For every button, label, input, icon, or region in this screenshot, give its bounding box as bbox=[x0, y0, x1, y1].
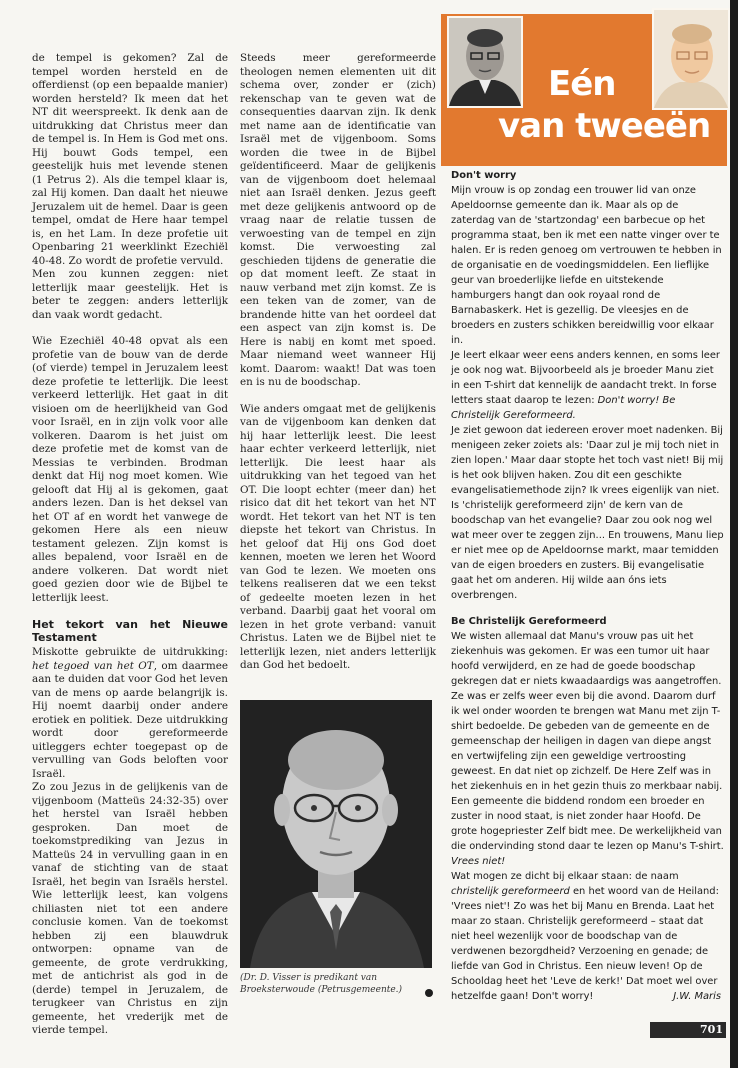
author-photo-illustration bbox=[240, 700, 432, 968]
right-paragraph-4-start: We wisten allemaal dat Manu's vrouw pas uit het ziekenhuis was gekomen. Er was een tumor uit haar hoofd verwijderd, en ze had de goede boodschap gekregen dat er niets kwaadaardigs was aangetroffen. Ze was er zelfs weer even bij die avond. Daarom durf ik wel onder woorden te brengen wat Manu met zijn T-shirt bedoelde. De gebeden van de gemeente en de gemeenschap der heiligen in dagen van diepe angst en vertwijfeling zijn een geweldige vertroosting geweest. En dat niet op zichzelf. De Here Zelf was in het ziekenhuis en in het gezin thuis zo merkbaar nabij. Een gemeente die biddend rondom een broeder en zuster in nood staat, is niet zonder haar Hoofd. De grote hogepriester Zelf bidt mee. De werkelijkheid van die ondervinding stond daar te lezen op Manu's T-shirt. bbox=[451, 631, 724, 852]
columnist-photo-left bbox=[447, 16, 523, 108]
right-paragraph-4-emphasis: Vrees niet! bbox=[451, 856, 506, 867]
page-number-bar bbox=[650, 1022, 726, 1038]
section-heading-be-christelijk: Be Christelijk Gereformeerd bbox=[451, 616, 607, 627]
left-paragraph-3: Wie Ezechiël 40-48 opvat als een profetie van de bouw van de derde (of vierde) tempel in Jeruzalem leest deze profetie te letterlijk. Die leest verkeerd letterlijk. Het gaat in dit visioen om de heerlijkheid van God voor Israël, en in zijn volk voor alle volkeren. Daarom is het juist om deze profetie met de komst van de Messias te verbinden. Brodman denkt dat Hij nog moet komen. Wie gelooft dat Hij al is gekomen, gaat anders lezen. Dan is het deksel van het OT af en wordt het vanwege de gekomen Here als een nieuw testament gelezen. Zijn komst is alles bepalend, voor Israël en de andere volkeren. Dat wordt niet goed gezien door wie de Bijbel te letterlijk leest. bbox=[32, 335, 228, 604]
column-title-line-2: van tweeën bbox=[498, 106, 711, 146]
middle-paragraph-2: Wie anders omgaat met de gelijkenis van de vijgenboom kan denken dat hij haar letterlijk leest. Die leest haar echter verkeerd letterlijk, niet letterlijk. Die leest haar als uitdrukking van het tegoed van het OT. Die loopt echter (meer dan) het risico dat dit het tekort van het NT wordt. Het tekort van het NT is ten diepste het tekort van Christus. In het geloof dat Hij ons God doet kennen, moeten we leren het Woord van God te lezen. We moeten ons telkens realiseren dat we een tekst of gedeelte moeten lezen in het verband. Daarbij gaat het vooral om lezen in het grote verband: vanuit Christus. Laten we de Bijbel niet te letterlijk lezen, niet anders letterlijk dan God het bedoelt. bbox=[240, 402, 436, 671]
right-paragraph-1: Mijn vrouw is op zondag een trouwer lid van onze Apeldoornse gemeente dan ik. Maar als op de zaterdag van de 'startzondag' een barbecue op het programma staat, ben ik met een natte vinger over te halen. Er is reden genoeg om vertrouwen te hebben in de organisatie en de voedingsmiddelen. Een lieflijke geur van broederlijke liefde en uitstekende hamburgers hangt dan ook royaal rond de Barnabaskerk. Het is gezellig. De vleesjes en de broeders en zusters schikken bereidwillig voor elkaar in. bbox=[451, 185, 722, 346]
article-end-mark bbox=[425, 989, 433, 997]
page-number: 701 bbox=[700, 1023, 723, 1036]
left-paragraph-4-start: Miskotte gebruikte de uitdrukking: bbox=[32, 646, 228, 658]
right-paragraph-2-start: Je leert elkaar weer eens anders kennen, en soms leer je ook nog wat. Bijvoorbeeld als je broeder Manu ziet in een T-shirt dat kennelijk de aandacht trekt. In forse letters staat daarop te lezen: bbox=[451, 350, 720, 406]
right-paragraph-2-emphasis: Don't worry! Be Christelijk Gereformeerd. bbox=[451, 395, 676, 421]
left-paragraph-1: de tempel is gekomen? Zal de tempel worden hersteld en de offerdienst (op een bepaalde manier) worden hersteld? Ik meen dat het NT dit weerspreekt. Ik denk aan de uitdrukking dat Christus meer dan de tempel is. In Hem is God met ons. Hij bouwt Gods tempel, een geestelijk huis met levende stenen (1 Petrus 2). Als die tempel klaar is, zal Hij komen. Dan daalt het nieuwe Jeruzalem uit de hemel. Daar is geen tempel, omdat de Here haar tempel is, en het Lam. In deze profetie uit Openbaring 21 weerklinkt Ezechiël 40-48. Zo wordt de profetie vervuld. bbox=[32, 52, 228, 267]
right-paragraph-5-emphasis: christelijk gereformeerd bbox=[451, 886, 570, 897]
columnist-photo-left-illustration bbox=[449, 18, 521, 106]
left-paragraph-5: Zo zou Jezus in de gelijkenis van de vijgenboom (Matteüs 24:32-35) over het herstel van Israël hebben gesproken. Dan moet de toekomstprediking van Jezus in Matteüs 24 in vervulling gaan in en vanaf de stichting van de staat Israël, het begin van Israëls herstel. Wie letterlijk leest, kan volgens chiliasten niet tot een andere conclusie komen. Van de toekomst hebben zij een blauwdruk ontworpen: opname van de gemeente, de grote verdrukking, met de antichrist als god in de (derde) tempel in Jeruzalem, de terugkeer van Christus en zijn gemeente, het vrederijk met de vierde tempel. bbox=[32, 781, 228, 1036]
right-paragraph-2 bbox=[451, 348, 725, 423]
middle-paragraph-1: Steeds meer gereformeerde theologen nemen elementen uit dit schema over, zonder er (zich) rekenschap van te geven wat de consequenties daarvan zijn. Ik denk met name aan de identificatie van Israël met de vijgenboom. Soms worden die twee in de Bijbel geïdentificeerd. Maar de gelijkenis van de vijgenboom doet helemaal niet aan Israël denken. Jezus geeft met deze gelijkenis antwoord op de vraag naar de relatie tussen de verwoesting van de tempel en zijn komst. Die verwoesting zal geschieden tijdens de generatie die op dat moment leeft. Ze staat in nauw verband met zijn komst. Ze is een teken van de zomer, van de brandende hitte van het oordeel dat een aspect van zijn komst is. De Here is nabij en komt met spoed. Maar niemand weet wanneer Hij komt. Daarom: waakt! Dat was toen en is nu de boodschap. bbox=[240, 52, 436, 388]
right-paragraph-5-end: en het woord van de Heiland: 'Vrees niet'! Zo was het bij Manu en Brenda. Laat het maar zo staan. Christelijk gereformeerd – staat dat niet heel wezenlijk voor de boodschap van de verdwenen bezorgdheid? Verzoening en genade; de liefde van God in Christus. Een nieuw leven! Op de Schooldag heet het 'Leve de kerk!' Dat moet wel over hetzelfde gaan! Don't worry! bbox=[451, 886, 719, 1002]
right-paragraph-5 bbox=[451, 869, 725, 1004]
left-paragraph-2: Men zou kunnen zeggen: niet letterlijk maar geestelijk. Het is beter te zeggen: anders letterlijk dan vaak wordt gedacht. bbox=[32, 268, 228, 321]
right-paragraph-3: Je ziet gewoon dat iedereen erover moet nadenken. Bij menigeen zeker zoiets als: 'Daar zul je mij toch niet in zien lopen.' Maar daar stopte het toch vast niet! Bij mij is het ook blijven haken. Zou dit een geschikte evangelisatiemethode zijn? Ik vrees eigenlijk van niet. Is 'christelijk gereformeerd zijn' de kern van de boodschap van het evangelie? Daar zou ook nog wel wat meer over te zeggen zijn... En trouwens, Manu liep er niet mee op de Apeldoornse markt, maar temidden van de eigen broeders en zusters. Bij evangelisatie gaat het om anderen. Hij wilde aan óns iets overbrengen. bbox=[451, 425, 724, 601]
right-column bbox=[451, 168, 725, 1004]
author-signature: J.W. Maris bbox=[673, 991, 721, 1002]
columnist-photo-right bbox=[652, 8, 730, 110]
section-heading-tekort: Het tekort van het Nieuwe Testament bbox=[32, 618, 228, 644]
section-heading-dont-worry: Don't worry bbox=[451, 170, 517, 181]
left-column bbox=[32, 52, 228, 1038]
left-paragraph-4-end: , om daarmee aan te duiden dat voor God het leven van de mens op aarde belangrijk is. Hij noemt daarbij onder andere erotiek en politiek. Deze uitdrukking wordt door gereformeerde uitleggers echter toegepast op de vervulling van Gods beloften voor Israël. bbox=[32, 659, 228, 780]
right-paragraph-4 bbox=[451, 629, 725, 869]
column-title-line-1: Eén bbox=[548, 64, 616, 104]
page-edge-rule bbox=[730, 0, 738, 1068]
middle-column bbox=[240, 52, 436, 673]
left-paragraph-4-emphasis: het tegoed van het OT bbox=[32, 659, 154, 672]
left-paragraph-4 bbox=[32, 646, 228, 781]
columnist-photo-right-illustration bbox=[654, 10, 728, 108]
author-photo bbox=[240, 700, 432, 968]
photo-caption: (Dr. D. Visser is predikant van Broeksterwoude (Petrusgemeente.) bbox=[240, 973, 403, 995]
right-paragraph-5-start: Wat mogen ze dicht bij elkaar staan: de naam bbox=[451, 871, 679, 882]
